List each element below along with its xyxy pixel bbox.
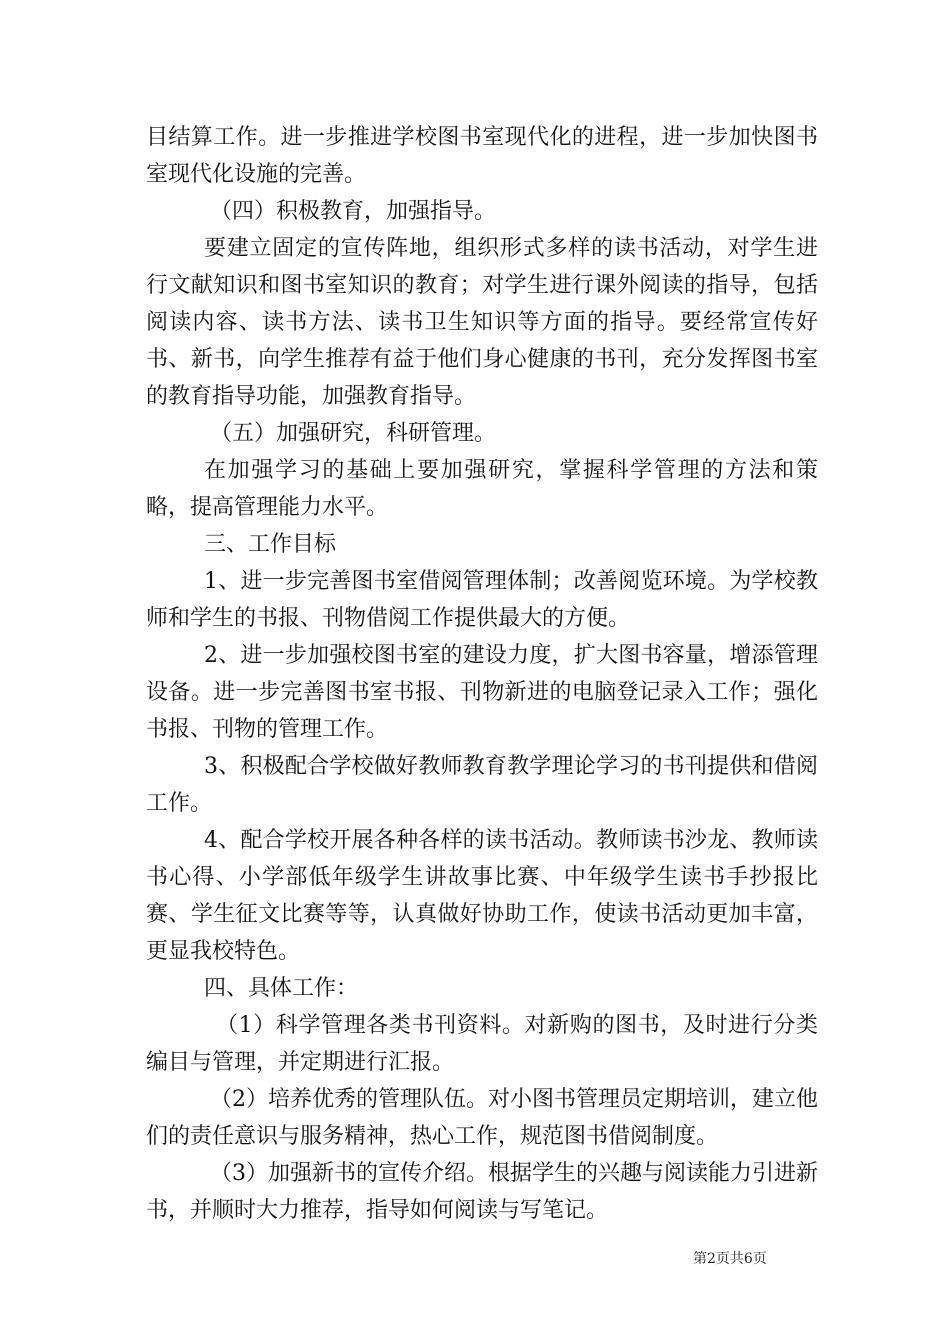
work-item-1: （1）科学管理各类书刊资料。对新购的图书，及时进行分类编目与管理，并定期进行汇报。 xyxy=(146,1013,818,1075)
paragraph-research: 在加强学习的基础上要加强研究，掌握科学管理的方法和策略，提高管理能力水平。 xyxy=(146,458,818,520)
document-body xyxy=(146,119,818,1229)
paragraph-guidance: 要建立固定的宣传阵地，组织形式多样的读书活动，对学生进行文献知识和图书室知识的教育；对学生进行课外阅读的指导，包括阅读内容、读书方法、读书卫生知识等方面的指导。要经常宣传好书、新书，向学生推荐有益于他们身心健康的书刊，充分发挥图书室的教育指导功能，加强教育指导。 xyxy=(146,236,818,409)
page-number: 第2页共6页 xyxy=(693,1251,767,1267)
paragraph-continuation: 目结算工作。进一步推进学校图书室现代化的进程，进一步加快图书室现代化设施的完善。 xyxy=(146,125,818,187)
heading-section-5: （五）加强研究，科研管理。 xyxy=(210,421,497,446)
goal-item-1: 1、进一步完善图书室借阅管理体制；改善阅览环境。为学校教师和学生的书报、刊物借阅工作提供最大的方便。 xyxy=(146,569,818,631)
goal-item-3: 3、积极配合学校做好教师教育教学理论学习的书刊提供和借阅工作。 xyxy=(146,754,818,816)
heading-section-4: （四）积极教育，加强指导。 xyxy=(210,199,497,224)
work-item-3: （3）加强新书的宣传介绍。根据学生的兴趣与阅读能力引进新书，并顺时大力推荐，指导如何阅读与写笔记。 xyxy=(146,1161,818,1223)
goal-item-4: 4、配合学校开展各种各样的读书活动。教师读书沙龙、教师读书心得、小学部低年级学生讲故事比赛、中年级学生读书手抄报比赛、学生征文比赛等等，认真做好协助工作，使读书活动更加丰富，更显我校特色。 xyxy=(146,828,818,964)
work-item-2: （2）培养优秀的管理队伍。对小图书管理员定期培训，建立他们的责任意识与服务精神，热心工作，规范图书借阅制度。 xyxy=(146,1087,818,1149)
goal-item-2: 2、进一步加强校图书室的建设力度，扩大图书容量，增添管理设备。进一步完善图书室书报、刊物新进的电脑登记录入工作；强化书报、刊物的管理工作。 xyxy=(146,643,818,742)
heading-work-goals: 三、工作目标 xyxy=(204,532,337,557)
heading-specific-work: 四、具体工作： xyxy=(204,976,359,1001)
